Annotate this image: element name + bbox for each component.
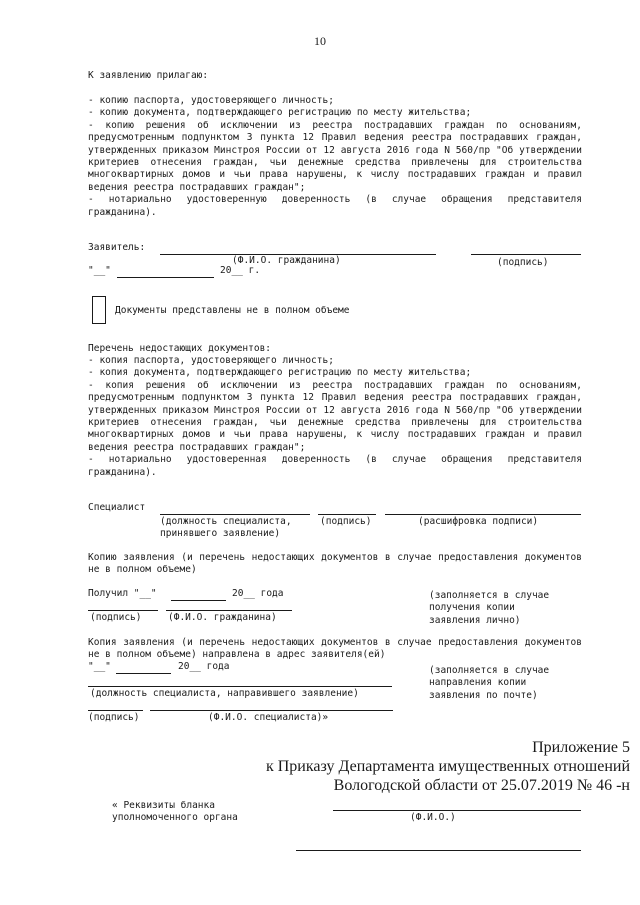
attach-item: - нотариально удостоверенную доверенность (в случае обращения представителя гражданина). xyxy=(88,194,582,218)
applicant-date-month-line[interactable] xyxy=(117,277,214,278)
missing-item: - копия документа, подтверждающего регистрацию по месту жительства; xyxy=(88,367,472,379)
copy2-sign-line[interactable] xyxy=(88,710,143,711)
copy2-date-day: "__" xyxy=(88,661,111,672)
missing-item: - нотариально удостоверенная доверенность (в случае обращения представителя гражданина). xyxy=(88,454,582,478)
missing-list xyxy=(88,355,582,479)
attach-item: - копию документа, подтверждающего регистрацию по месту жительства; xyxy=(88,107,472,119)
applicant-date-day: "__" xyxy=(88,265,111,276)
copy2-name-caption: (Ф.И.О. специалиста)» xyxy=(208,712,329,723)
copy1-note: (заполняется в случае получения копии заявления лично) xyxy=(429,590,550,626)
copy2-position-caption: (должность специалиста, направившего заявление) xyxy=(90,688,359,699)
copy2-note: (заполняется в случае направления копии заявления по почте) xyxy=(429,665,550,701)
page-number: 10 xyxy=(314,34,326,48)
specialist-decoding-line[interactable] xyxy=(385,514,581,515)
copy1-name-caption: (Ф.И.О. гражданина) xyxy=(168,612,277,623)
copy2-sign-caption: (подпись) xyxy=(88,712,140,723)
appendix-line1: Приложение 5 xyxy=(532,739,630,756)
specialist-sign-line[interactable] xyxy=(318,514,376,515)
specialist-decoding-caption: (расшифровка подписи) xyxy=(418,516,539,527)
incomplete-docs-checkbox[interactable] xyxy=(92,296,106,324)
attach-list xyxy=(88,95,582,219)
applicant-name-caption: (Ф.И.О. гражданина) xyxy=(232,255,341,266)
specialist-position-line[interactable] xyxy=(160,514,310,515)
requisites-label: « Реквизиты бланка уполномоченного органа xyxy=(112,800,238,824)
requisites-extra-line[interactable] xyxy=(296,850,581,851)
applicant-date-year: 20__ г. xyxy=(220,265,261,276)
specialist-sign-caption: (подпись) xyxy=(320,516,372,527)
copy1-received: Получил "__" xyxy=(88,588,157,599)
copy2-year: 20__ года xyxy=(178,661,230,672)
applicant-sign-line[interactable] xyxy=(471,254,581,255)
specialist-position-caption: (должность специалиста, принявшего заявление) xyxy=(160,516,292,540)
specialist-label: Специалист xyxy=(88,502,146,513)
copy1-year: 20__ года xyxy=(232,588,284,599)
appendix-header xyxy=(240,738,630,795)
attach-item: - копию решения об исключении из реестра пострадавших граждан по основаниям, предусмотренным подпунктом 3 пункта 12 Правил ведения реестра пострадавших граждан, утвержденных приказом Минстроя России от 12 августа 2016 года N 560/пр "Об утверждении критериев отнесения граждан, чьи денежные средства привлечены для строительства многоквартирных домов и чьи права нарушены, к числу пострадавших граждан и правил ведения реестра пострадавших граждан"; xyxy=(88,119,582,193)
copy1-sign-line[interactable] xyxy=(88,610,158,611)
copy2-text: Копия заявления (и перечень недостающих документов в случае предоставления документов не в полном объеме) направлена в адрес заявителя(ей) xyxy=(88,637,582,661)
copy2-month-line[interactable] xyxy=(116,673,171,674)
applicant-sign-caption: (подпись) xyxy=(497,257,549,268)
missing-item: - копия решения об исключении из реестра пострадавших граждан по основаниям, предусмотренным подпунктом 3 пункта 12 Правил ведения реестра пострадавших граждан, утвержденных приказом Минстроя России от 12 августа 2016 года N 560/пр "Об утверждении критериев отнесения граждан, чьи денежные средства привлечены для строительства многоквартирных домов и чьи права нарушены, к числу пострадавших граждан и правил ведения реестра пострадавших граждан"; xyxy=(88,379,582,453)
copy2-position-line[interactable] xyxy=(88,686,392,687)
missing-heading: Перечень недостающих документов: xyxy=(88,343,272,354)
requisites-fio-line[interactable] xyxy=(333,810,581,811)
missing-item: - копия паспорта, удостоверяющего личность; xyxy=(88,355,334,366)
copy2-name-line[interactable] xyxy=(150,710,393,711)
attach-item: - копию паспорта, удостоверяющего личность; xyxy=(88,95,334,106)
copy1-name-line[interactable] xyxy=(166,610,292,611)
requisites-fio-caption: (Ф.И.О.) xyxy=(410,812,456,823)
copy1-sign-caption: (подпись) xyxy=(90,612,142,623)
appendix-line3: Вологодской области от 25.07.2019 № 46 -н xyxy=(333,777,630,794)
incomplete-docs-label: Документы представлены не в полном объеме xyxy=(115,305,350,316)
attach-heading: К заявлению прилагаю: xyxy=(88,70,209,81)
applicant-label: Заявитель: xyxy=(88,242,146,253)
copy1-text: Копию заявления (и перечень недостающих документов в случае предоставления документов не в полном объеме) xyxy=(88,552,582,576)
appendix-line2: к Приказу Департамента имущественных отношений xyxy=(265,758,630,775)
copy1-month-line[interactable] xyxy=(171,600,226,601)
